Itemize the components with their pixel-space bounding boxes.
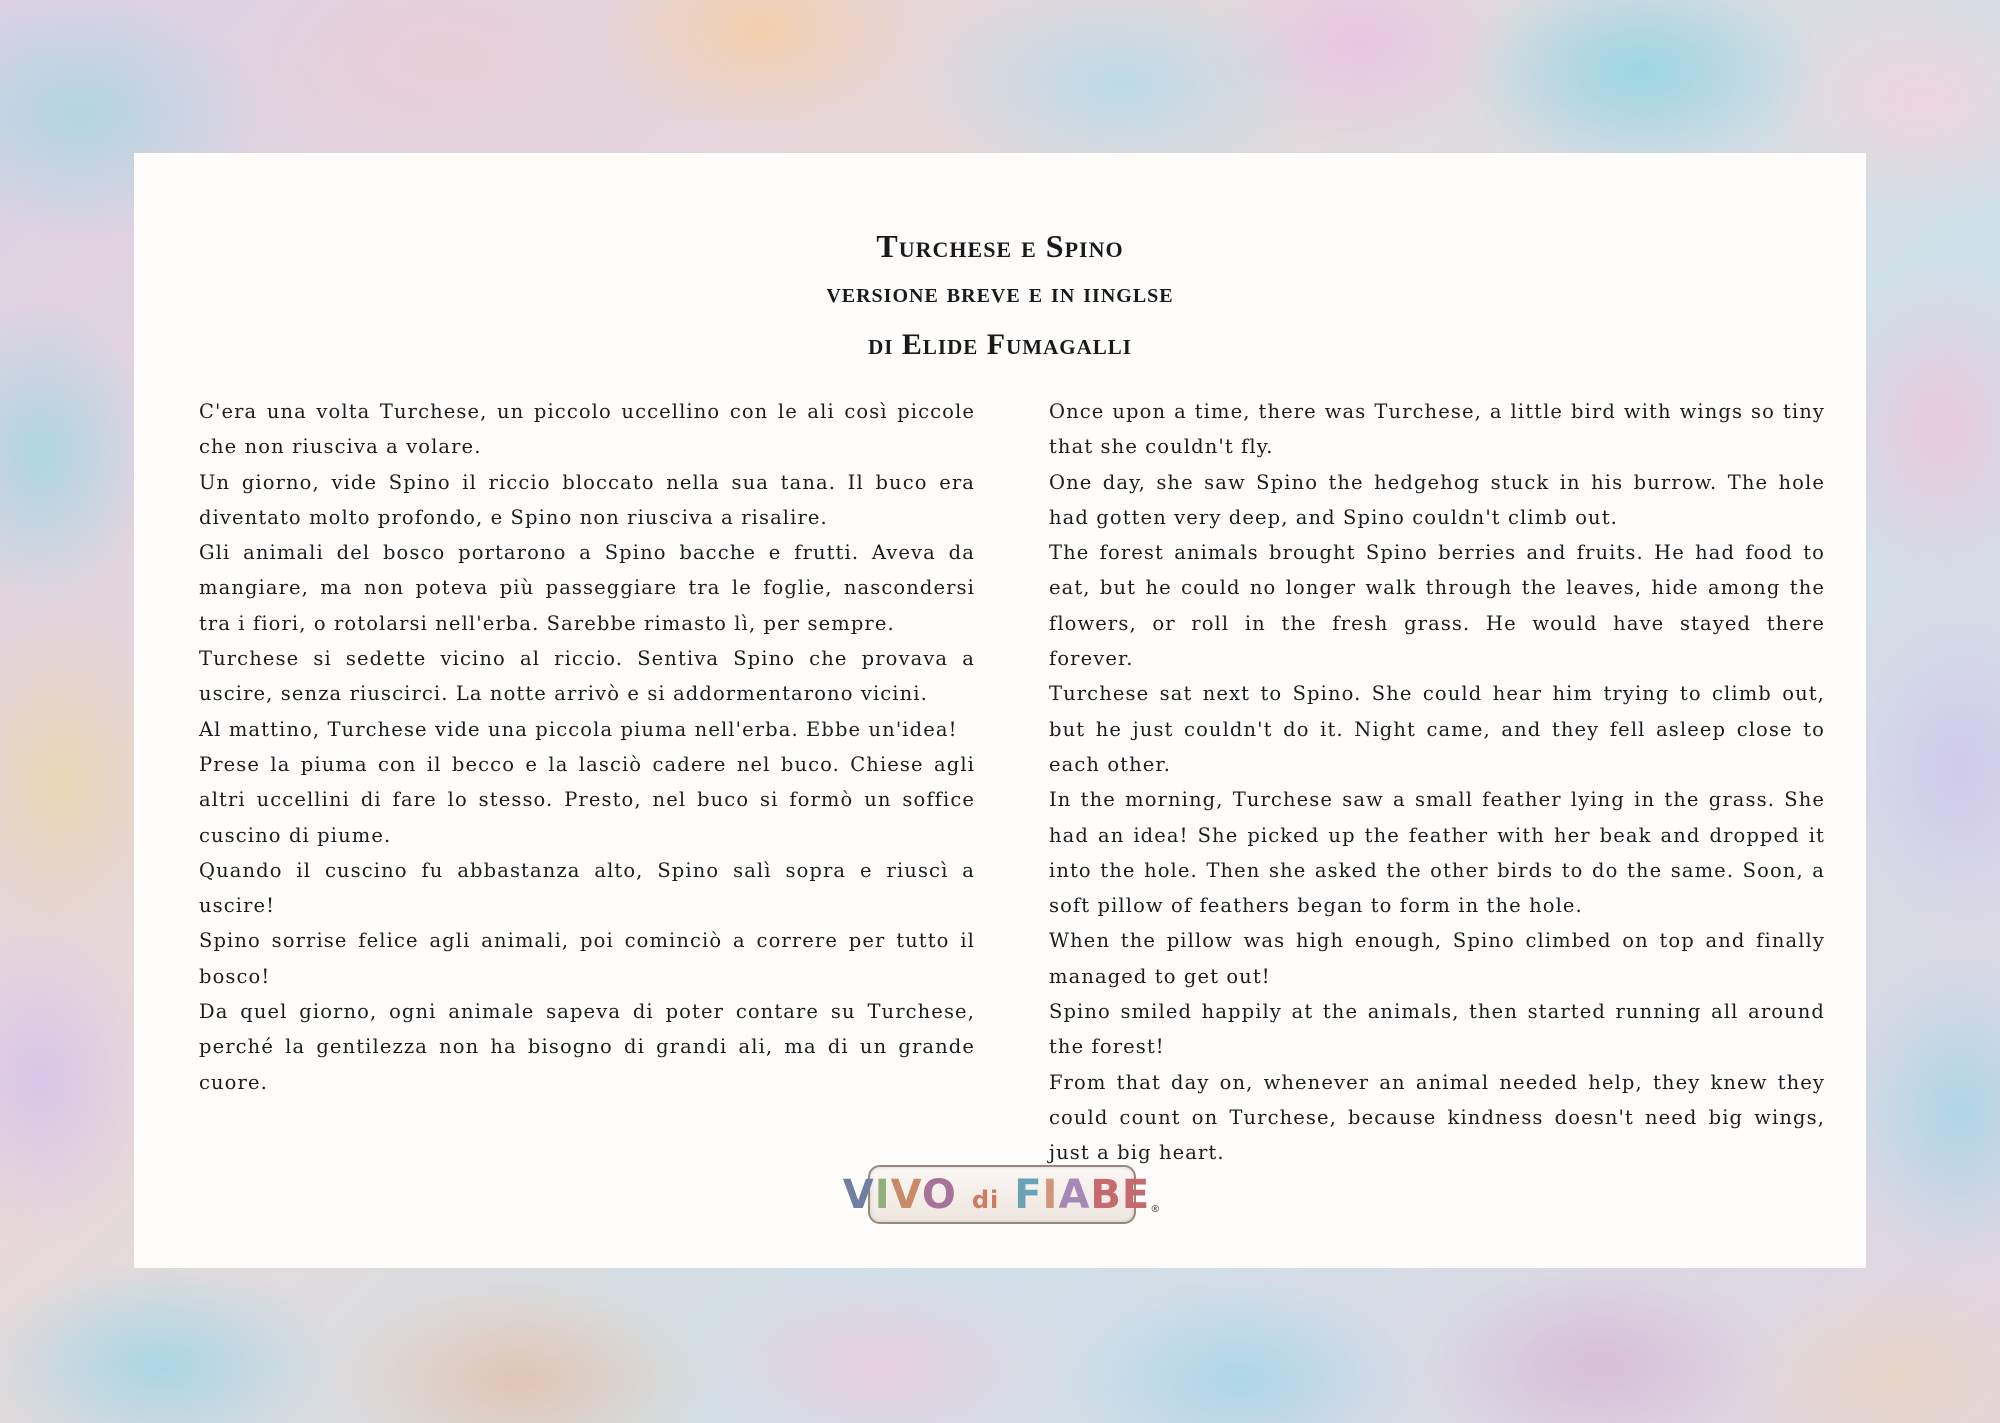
english-paragraph: One day, she saw Spino the hedgehog stuck in his burrow. The hole had gotten very deep, and Spino couldn't climb out. [1049, 470, 1825, 529]
italian-paragraph: Spino sorrise felice agli animali, poi cominciò a correre per tutto il bosco! [199, 929, 975, 988]
story-title: Turchese e Spino [876, 228, 1124, 264]
english-text-column [1049, 394, 1825, 1171]
logo-wordmark: VIVO di FIABE® [842, 1171, 1162, 1218]
english-paragraph: From that day on, whenever an animal needed help, they knew they could count on Turchese, because kindness doesn't need big wings, just a big heart. [1049, 1070, 1825, 1165]
english-paragraph: Turchese sat next to Spino. She could hear him trying to climb out, but he just couldn't do it. Night came, and they fell asleep close to each other. [1049, 682, 1825, 776]
italian-paragraph: Un giorno, vide Spino il riccio bloccato nella sua tana. Il buco era diventato molto profondo, e Spino non riusciva a risalire. [199, 470, 975, 529]
italian-paragraph: Gli animali del bosco portarono a Spino bacche e frutti. Aveva da mangiare, ma non poteva più passeggiare tra le foglie, nascondersi tra i fiori, o rotolarsi nell'erba. Sarebbe rimasto lì, per sempre. [199, 541, 975, 635]
italian-text-column [199, 394, 975, 1100]
story-subtitle: versione breve e in iinglse [826, 278, 1174, 309]
english-paragraph: Once upon a time, there was Turchese, a little bird with wings so tiny that she couldn't fly. [1049, 400, 1825, 459]
vivo-di-fiabe-logo [842, 1165, 1162, 1224]
english-paragraph: When the pillow was high enough, Spino climbed on top and finally managed to get out! [1049, 929, 1825, 988]
story-author: di Elide Fumagalli [868, 328, 1132, 361]
italian-paragraph: Quando il cuscino fu abbastanza alto, Spino salì sopra e riuscì a uscire! [199, 858, 975, 918]
english-paragraph: The forest animals brought Spino berries and fruits. He had food to eat, but he could no longer walk through the leaves, hide among the flowers, or roll in the fresh grass. He would have stayed there forever. [1049, 541, 1825, 671]
italian-paragraph: C'era una volta Turchese, un piccolo uccellino con le ali così piccole che non riusciva a volare. [199, 400, 975, 459]
italian-paragraph: Al mattino, Turchese vide una piccola piuma nell'erba. Ebbe un'idea! [199, 717, 958, 741]
italian-paragraph: Prese la piuma con il becco e la lasciò cadere nel buco. Chiese agli altri uccellini di fare lo stesso. Presto, nel buco si formò un soffice cuscino di piume. [199, 752, 975, 847]
story-page [134, 153, 1866, 1268]
italian-paragraph: Da quel giorno, ogni animale sapeva di poter contare su Turchese, perché la gentilezza non ha bisogno di grandi ali, ma di un grande cuore. [199, 1000, 975, 1094]
english-paragraph: Spino smiled happily at the animals, then started running all around the forest! [1049, 1000, 1825, 1059]
english-paragraph: In the morning, Turchese saw a small feather lying in the grass. She had an idea! She picked up the feather with her beak and dropped it into the hole. Then she asked the other birds to do the same. Soon, a soft pillow of feathers began to form in the hole. [1049, 788, 1825, 918]
italian-paragraph: Turchese si sedette vicino al riccio. Sentiva Spino che provava a uscire, senza riuscirci. La notte arrivò e si addormentarono vicini. [199, 647, 975, 706]
